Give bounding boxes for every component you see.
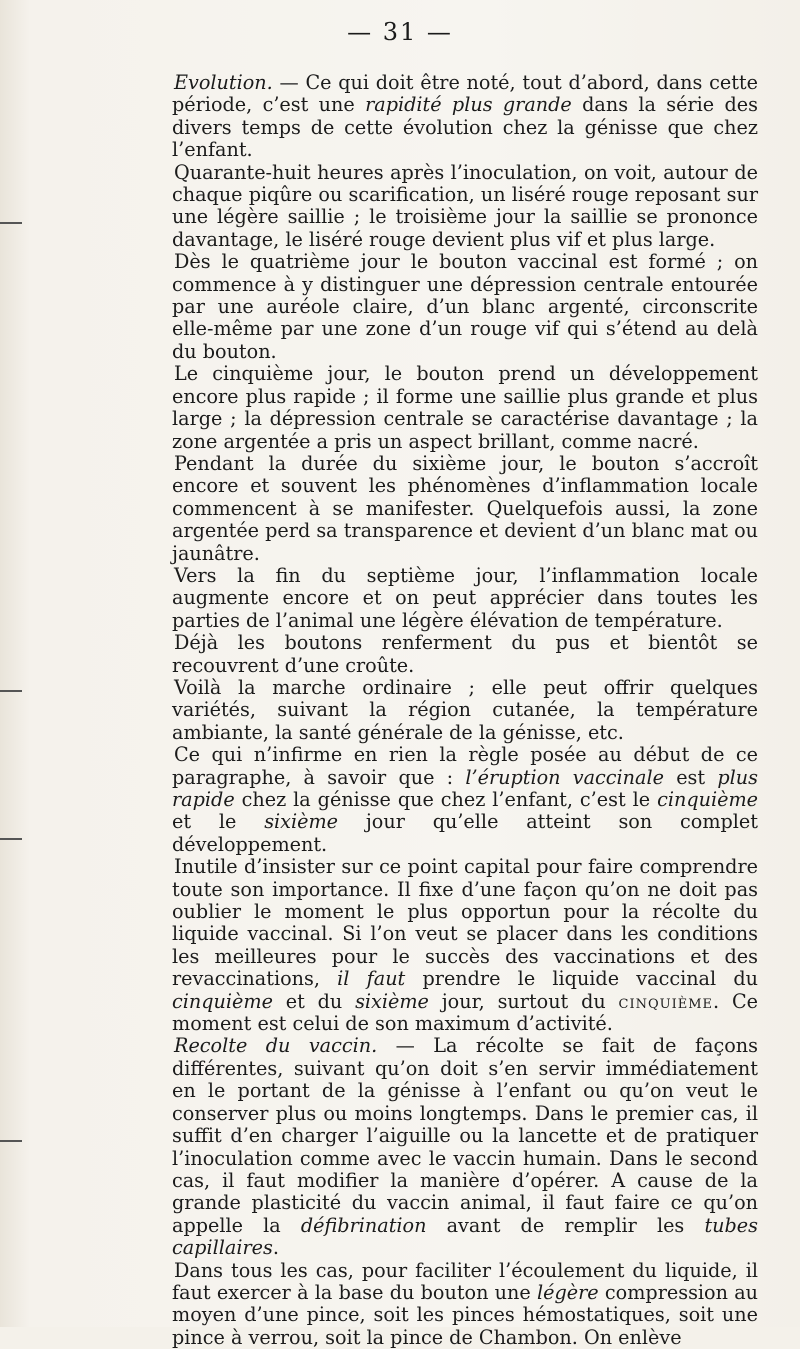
page-number: — 31 — bbox=[347, 18, 453, 46]
binding-mark bbox=[0, 222, 22, 224]
paragraph: Quarante-huit heures après l’inoculation, on voit, autour de chaque piqûre ou scarification, un liséré rouge reposant sur une légère saillie ; le troisième jour la saillie se prononce davantage, le liséré rouge devient plus vif et plus large. bbox=[172, 160, 758, 251]
paragraph-recolte: Recolte du vaccin. — La récolte se fait de façons différentes, suivant qu’on doit s’en servir immédiatement en le portant de la génisse à l’enfant ou qu’on veut le conserver plus ou moins longtemps. Dans le premier cas, il suffit d’en charger l’aiguille ou la lancette et de pratiquer l’inoculation comme avec le vaccin humain. Dans le second cas, il faut modifier la manière d’opérer. A cause de la grande plasticité du vaccin animal, il faut faire ce qu’on appelle la défibrination avant de remplir les tubes capillaires. bbox=[172, 1034, 758, 1260]
body-text bbox=[172, 72, 758, 1349]
binding-mark bbox=[0, 1140, 22, 1142]
paragraph: Pendant la durée du sixième jour, le bouton s’accroît encore et souvent les phénomènes d’inflammation locale commencent à se manifester. Quelquefois aussi, la zone argentée perd sa transparence et devient d’un blanc mat ou jaunâtre. bbox=[172, 451, 758, 565]
paragraph: Dans tous les cas, pour faciliter l’écoulement du liquide, il faut exercer à la base du bouton une légère compression au moyen d’une pince, soit les pinces hémostatiques, soit une pince à verrou, soit la pince de Chambon. On enlève bbox=[172, 1258, 758, 1349]
paragraph: Dès le quatrième jour le bouton vaccinal est formé ; on commence à y distinguer une dépression centrale entourée par une auréole claire, d’un blanc argenté, circonscrite elle-même par une zone d’un rouge vif qui s’étend au delà du bouton. bbox=[172, 250, 758, 363]
paragraph: Le cinquième jour, le bouton prend un développement encore plus rapide ; il forme une saillie plus grande et plus large ; la dépression centrale se caractérise davantage ; la zone argentée a pris un aspect brillant, comme nacré. bbox=[172, 362, 758, 453]
section-heading: Evolution. bbox=[174, 71, 273, 94]
paragraph: Déjà les boutons renferment du pus et bientôt se recouvrent d’une croûte. bbox=[172, 631, 758, 677]
paragraph: Ce qui n’infirme en rien la règle posée au début de ce paragraphe, à savoir que : l’éruption vaccinale est plus rapide chez la génisse que chez l’enfant, c’est le cinquième et le sixième jour qu’elle atteint son complet développement. bbox=[172, 743, 758, 856]
section-heading: Recolte du vaccin. bbox=[174, 1034, 378, 1058]
paragraph: Inutile d’insister sur ce point capital pour faire comprendre toute son importance. Il fixe d’une façon qu’on ne doit pas oublier le moment le plus opportun pour la récolte du liquide vaccinal. Si l’on veut se placer dans les conditions les meilleures pour le succès des vaccinations et des revaccinations, il faut prendre le liquide vaccinal du cinquième et du sixième jour, surtout du cinquième. Ce moment est celui de son maximum d’activité. bbox=[172, 855, 758, 1036]
binding-mark bbox=[0, 838, 22, 840]
paragraph-evolution: Evolution. — Ce qui doit être noté, tout d’abord, dans cette période, c’est une rapidité plus grande dans la série des divers temps de cette évolution chez la génisse que chez l’enfant. bbox=[172, 71, 758, 162]
paragraph: Voilà la marche ordinaire ; elle peut offrir quelques variétés, suivant la région cutanée, la température ambiante, la santé générale de la génisse, etc. bbox=[172, 675, 758, 744]
paragraph: Vers la fin du septième jour, l’inflammation locale augmente encore et on peut apprécier dans toutes les parties de l’animal une légère élévation de température. bbox=[172, 563, 758, 632]
binding-mark bbox=[0, 690, 22, 692]
